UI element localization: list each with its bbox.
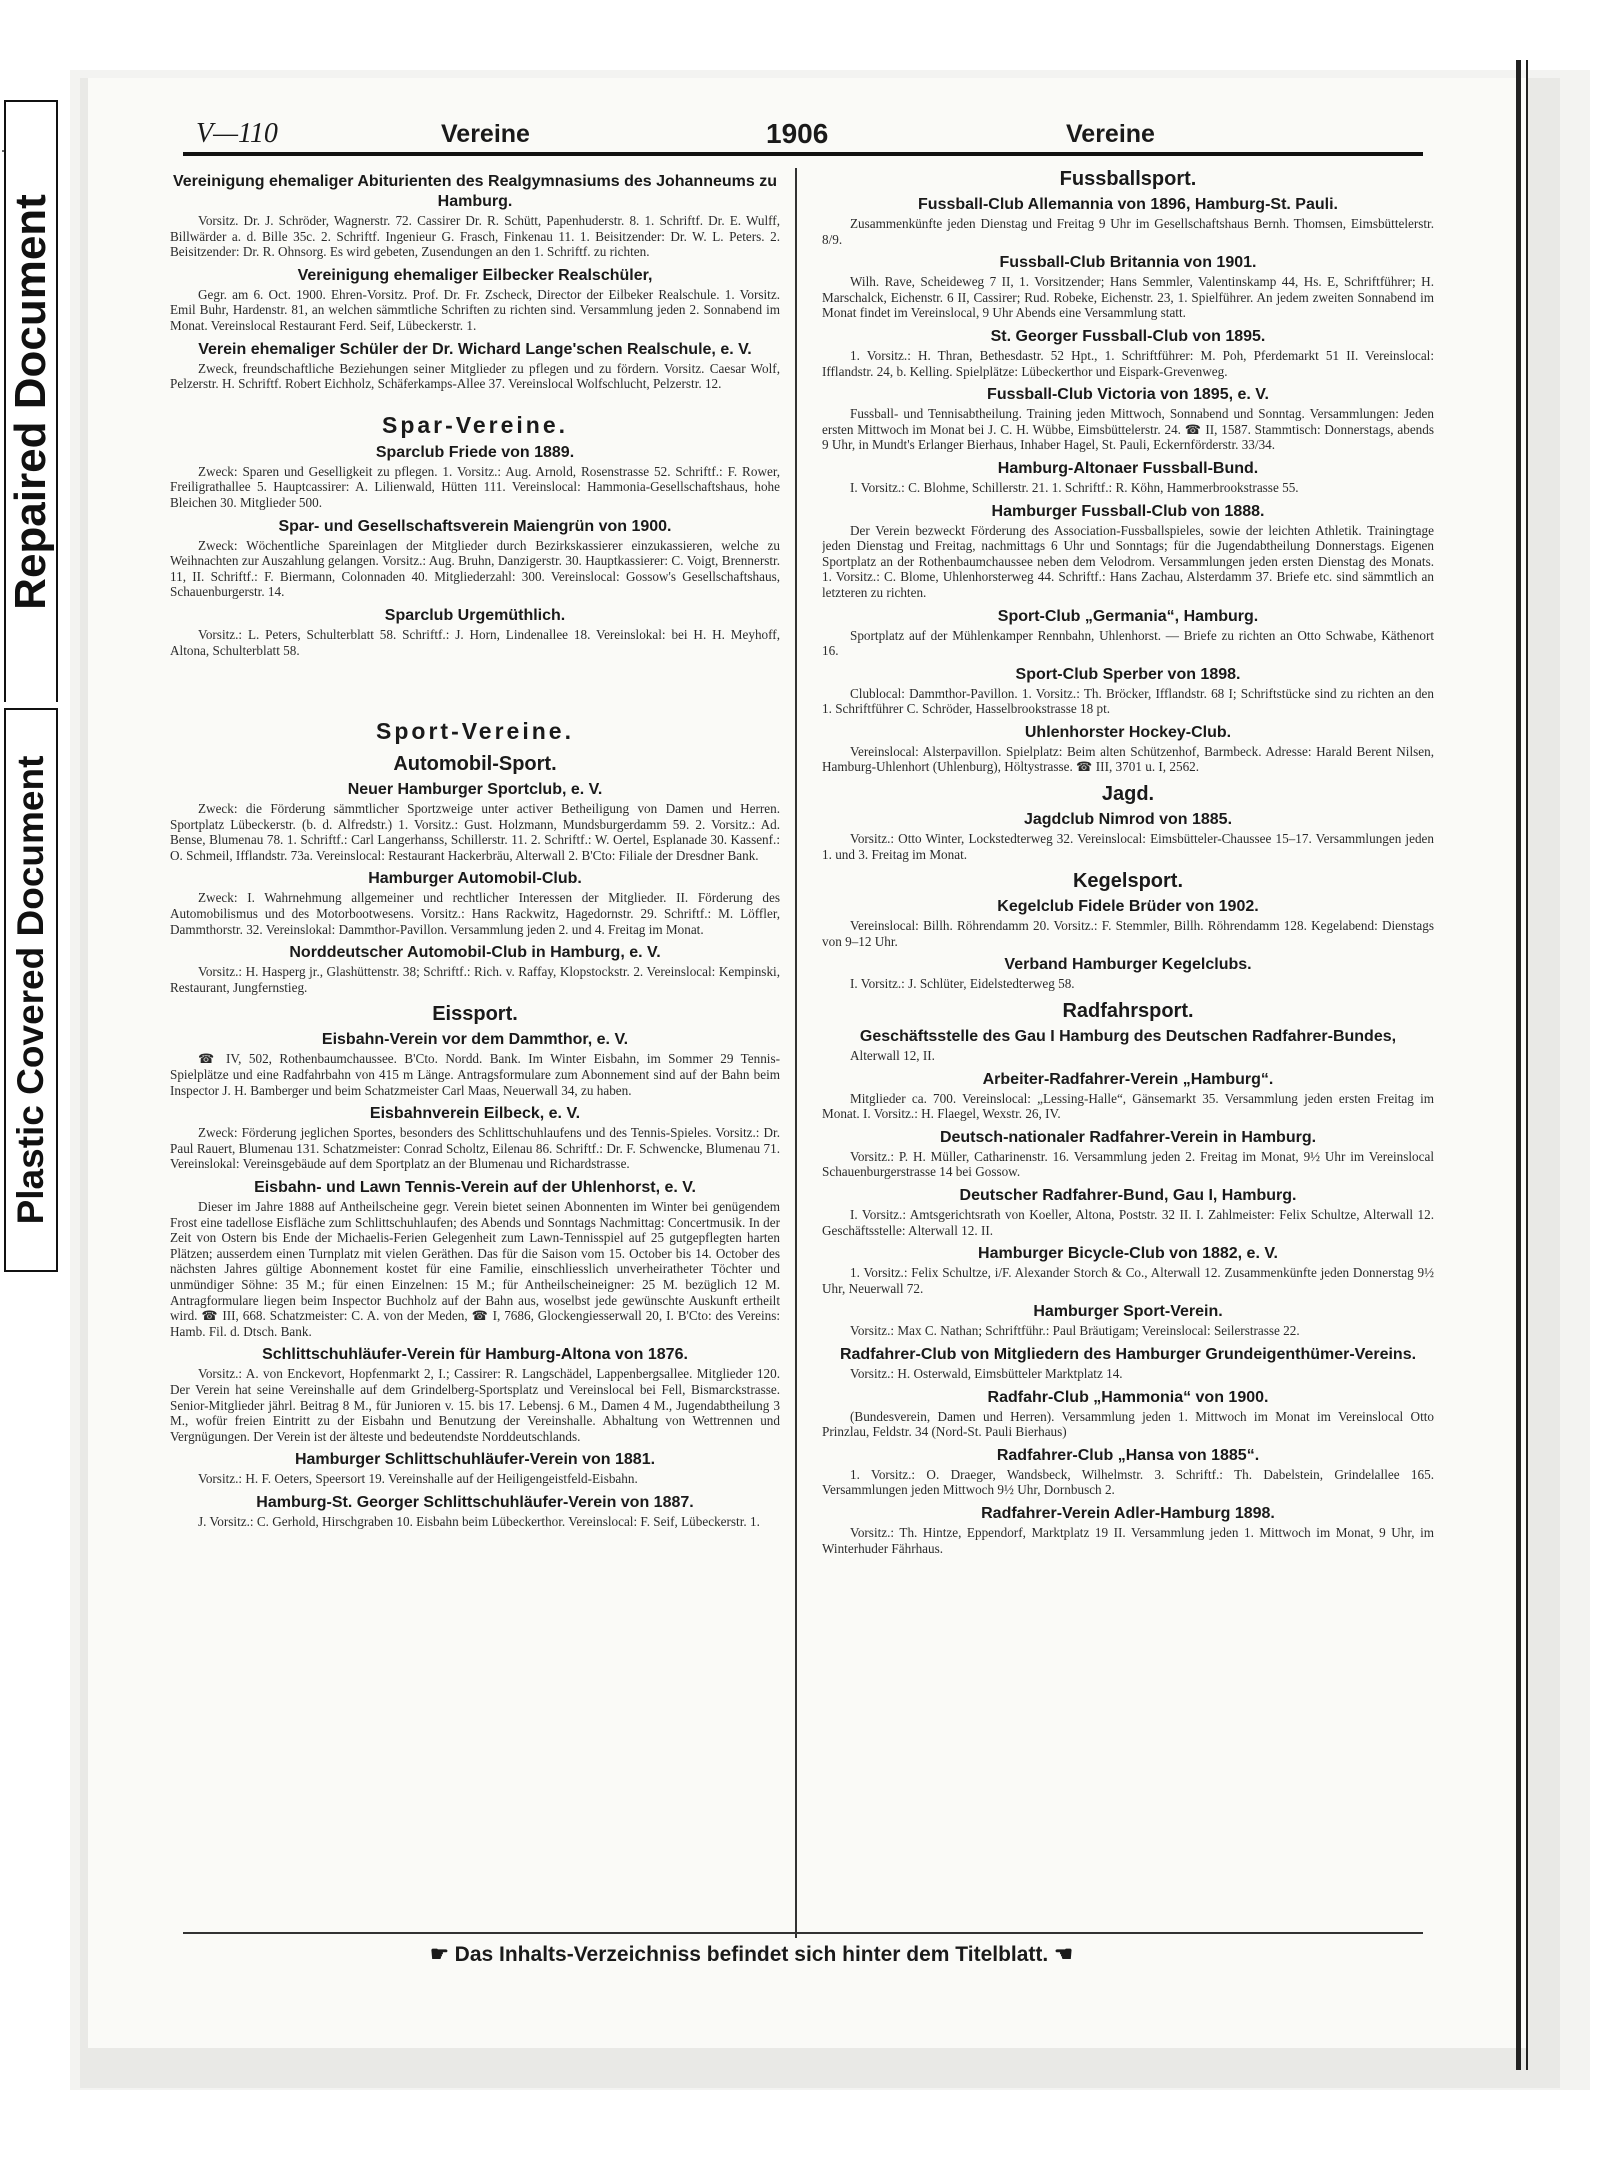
right-column (822, 168, 1434, 1562)
club-description: Alterwall 12, II. (850, 1048, 935, 1064)
club-entry (822, 1244, 1434, 1296)
eissport-section (170, 1030, 780, 1529)
club-entry (170, 606, 780, 658)
club-name: Neuer Hamburger Sportclub, e. V. (347, 781, 603, 799)
club-entry (170, 517, 780, 600)
club-name: Eisbahn- und Lawn Tennis-Verein auf der Uhlenhorst, e. V. (254, 1179, 696, 1196)
club-description: Fussball- und Tennisabtheilung. Training jeden Mittwoch, Sonnabend und Sonntag. Versammlungen: Jeden ersten Mittwoch im Monat bei J. C. H. Wübbe, Eimsbüttelerstr. 24. ☎ II, 1587. Stammtisch: Donnerstags, abends 9 Uhr, in Mundt's Erlanger Bierhaus, Inhaber Hagel, St. Pauli, Eckernförderstr. 33/34. (822, 406, 1434, 453)
club-description: Vorsitz.: Otto Winter, Lockstedterweg 32. Vereinslocal: Eimsbütteler-Chaussee 15–17. Versammlungen jeden 1. und 3. Freitag im Monat. (822, 831, 1434, 862)
club-description: Vorsitz.: H. Hasperg jr., Glashüttenstr. 38; Schriftf.: Rich. v. Raffay, Klopstockstr. 2. Vereinslocal: Kempinski, Restaurant, Jungfernstieg. (170, 964, 780, 995)
club-name: Verein ehemaliger Schüler der Dr. Wichard Lange'schen Realschule, e. V. (198, 340, 752, 358)
club-description: Sportplatz auf der Mühlenkamper Rennbahn, Uhlenhorst. — Briefe zu richten an Otto Schwabe, Käthenort 16. (822, 627, 1434, 659)
radfahrsport-heading: Radfahrsport. (1062, 1000, 1194, 1023)
club-entry (822, 1446, 1434, 1498)
club-description: Vorsitz.: Th. Hintze, Eppendorf, Marktplatz 19 II. Versammlung jeden 1. Mittwoch im Monat, 9 Uhr, im Winterhuder Fährhaus. (822, 1524, 1434, 1556)
club-description: Vorsitz. Dr. J. Schröder, Wagnerstr. 72. Cassirer Dr. R. Schütt, Papenhuderstr. 8. 1. Schriftf. Dr. E. Wulff, Billwärder a. d. Bille 35c. 2. Schriftf. Ingenieur G. Frasch, Finkenau 11. 1. Beisitzender: Dr. W. L. Peters. 2. Beisitzender: Dr. R. Ohnsorg. Es wird gebeten, Zusendungen an den 1. Schriftf. zu richten. (170, 213, 780, 260)
club-description: Vorsitz.: A. von Enckevort, Hopfenmarkt 2, I.; Cassirer: R. Langschädel, Lappenbergsallee. Mitglieder 120. Der Verein hat seine Vereinshalle auf dem Grindelberg-Sportsplatz und Vereinslocal bei Fell, Bismarckstrasse. Senior-Mitglieder jährl. Beitrag 8 M., für Junioren v. 15. bis 17. Lebensj. 6 M., Damen 4 M., Jugendabtheilung 3 M., wofür freien Eintritt zu der Eisbahn und Benutzung der Vereinshalle. Abhaltung von Wettrennen und Vergnügungen. Der Verein ist der älteste und bedeutendste Norddeutschlands. (170, 1366, 780, 1444)
column-divider (795, 168, 797, 1938)
club-entry (822, 1070, 1434, 1122)
club-entry (170, 1104, 780, 1172)
club-description: Clublocal: Dammthor-Pavillon. 1. Vorsitz.: Th. Bröcker, Ifflandstr. 68 I; Schriftstücke sind zu richten an den 1. Schriftführer C. Schröder, Hasselbrookstrasse 18 pt. (822, 685, 1434, 717)
automobil-sport-heading: Automobil-Sport. (393, 753, 557, 776)
club-description: Vereinslocal: Billh. Röhrendamm 20. Vorsitz.: F. Stemmler, Billh. Röhrendamm 128. Kegelabend: Dienstags von 9–12 Uhr. (822, 918, 1434, 949)
club-name: Hamburger Bicycle-Club von 1882, e. V. (978, 1245, 1278, 1263)
club-name: Sparclub Urgemüthlich. (384, 606, 566, 624)
abiturienten-section (170, 172, 780, 392)
club-name: Uhlenhorster Hockey-Club. (1024, 723, 1232, 741)
club-name: St. Georger Fussball-Club von 1895. (990, 327, 1266, 345)
club-entry (170, 1178, 780, 1339)
club-name: Arbeiter-Radfahrer-Verein „Hamburg“. (982, 1070, 1274, 1088)
fussballsport-heading: Fussballsport. (1059, 168, 1197, 190)
plastic-covered-document-tab (4, 708, 58, 1272)
club-name: Geschäftsstelle des Gau I Hamburg des Deutschen Radfahrer-Bundes, (859, 1028, 1397, 1046)
club-description: 1. Vorsitz.: O. Draeger, Wandsbeck, Wilhelmstr. 3. Schriftf.: Th. Dabelstein, Grindelallee 165. Versammlungen jeden Mittwoch 9½ Uhr, Dornbusch 2. (822, 1466, 1434, 1498)
club-name: Deutscher Radfahrer-Bund, Gau I, Hamburg. (959, 1187, 1297, 1204)
left-column (170, 168, 780, 1536)
fussball-section (822, 195, 1434, 775)
club-name: Radfahr-Club „Hammonia“ von 1900. (987, 1388, 1269, 1406)
club-entry (170, 266, 780, 334)
club-description: Vorsitz.: L. Peters, Schulterblatt 58. Schriftf.: J. Horn, Lindenallee 18. Vereinslokal: bei H. H. Meyhoff, Altona, Schulterblatt 58. (170, 626, 780, 658)
club-entry (822, 955, 1434, 992)
section-gap (170, 664, 780, 698)
club-entry (822, 897, 1434, 949)
club-name: Hamburger Schlittschuhläufer-Verein von 1881. (294, 1451, 656, 1469)
club-description: Zweck: die Förderung sämmtlicher Sportzweige unter activer Betheiligung von Damen und Herren. Sportplatz Lübeckerstr. (b. d. Alfredstr.) 1. Vorsitz.: Gust. Holzmann, Mundsburgerdamm 59. 2. Vorsitz.: Ad. Bense, Blumenau 78. 1. Schriftf.: Carl Langerhanss, Schillerstr. 11. 2. Schriftf.: W. Oertel, Esplanade 30. Kassenf.: O. Schmeil, Ifflandstr. 73a. Vereinslocal: Restaurant Hackerbräu, Alterwall 2. B'Cto: Filiale der Dresdner Bank. (170, 801, 780, 863)
club-description: I. Vorsitz.: J. Schlüter, Eidelstedterweg 58. (850, 976, 1075, 992)
plastic-covered-document-label: Plastic Covered Document (10, 755, 51, 1225)
page-number: V—110 (196, 118, 278, 149)
club-entry (822, 1302, 1434, 1339)
club-name: Hamburger Sport-Verein. (1033, 1303, 1223, 1321)
club-entry (822, 502, 1434, 601)
spar-section (170, 443, 780, 658)
club-name: Hamburg-St. Georger Schlittschuhläufer-Verein von 1887. (256, 1493, 694, 1511)
club-description: Zweck: Wöchentliche Spareinlagen der Mitglieder durch Bezirkskassierer einzukassieren, welche zu Weihnachten zur Auszahlung gelangen. Vorsitz.: Aug. Bruhn, Danzigerstr. 30. Hauptkassierer: C. Voigt, Brennerstr. 11, II. Schriftf.: F. Biermann, Colonnaden 40. Mitgliederzahl: 300. Vereinslocal: Gossow's Gesellschaftshaus, Schauenburgerstr. 14. (170, 537, 780, 600)
jagd-section (822, 810, 1434, 862)
club-description: Vorsitz.: H. F. Oeters, Speersort 19. Vereinshalle auf der Heiligengeistfeld-Eisbahn. (198, 1471, 638, 1487)
club-name: Sport-Club Sperber von 1898. (1015, 665, 1241, 683)
club-description: Gegr. am 6. Oct. 1900. Ehren-Vorsitz. Prof. Dr. Fr. Zscheck, Director der Eilbeker Realschule. 1. Vorsitz. Emil Buhr, Hardenstr. 81, an welchen sämmtliche Schriften zu richten sind. Versammlung jeden 2. Sonnabend im Monat. Vereinslocal Restaurant Ferd. Seif, Lübeckerstr. 1. (170, 286, 780, 333)
club-entry (822, 385, 1434, 453)
repaired-document-tab (4, 100, 58, 702)
club-name: Eisbahn-Verein vor dem Dammthor, e. V. (321, 1031, 629, 1049)
club-entry (822, 607, 1434, 659)
club-entry (822, 665, 1434, 717)
club-description: Zweck: I. Wahrnehmung allgemeiner und rechtlicher Interessen der Mitglieder. II. Förderung des Automobilismus und des Motorbootwesens. Vorsitz.: Hans Rackwitz, Hagedornstr. 29. Schriftf.: M. Löffler, Dammthorstr. 32. Vereinslokal: Dammthor-Pavillon. Versammlung jeden 2. und 4. Freitag im Monat. (170, 890, 780, 937)
spar-vereine-heading: Spar-Vereine. (381, 411, 569, 438)
right-border-line (1516, 60, 1521, 2070)
club-description: Zweck, freundschaftliche Beziehungen seiner Mitglieder zu pflegen und zu fördern. Vorsitz. Caesar Wolf, Pelzerstr. H. Schriftf. Robert Eichholz, Schäferkamps-Allee 37. Vereinslocal Wolfschlucht, Pelzerstr. 12. (170, 360, 780, 392)
club-name: Kegelclub Fidele Brüder von 1902. (997, 898, 1259, 916)
club-name: Radfahrer-Verein Adler-Hamburg 1898. (981, 1504, 1275, 1522)
club-name: Vereinigung ehemaliger Eilbecker Realschüler, (297, 266, 653, 284)
club-description: Zusammenkünfte jeden Dienstag und Freitag 9 Uhr im Gesellschaftshaus Bernh. Thomsen, Eimsbüttelerstr. 8/9. (822, 216, 1434, 247)
club-description: Vereinslocal: Alsterpavillon. Spielplatz: Beim alten Schützenhof, Barmbeck. Adresse: Harald Berent Nilsen, Hamburg-Uhlenhort (Uhlenburg), Höltystrasse. ☎ III, 3701 u. I, 2562. (822, 743, 1434, 775)
club-name: Sparclub Friede von 1889. (375, 443, 575, 461)
kegelsport-heading: Kegelsport. (1072, 870, 1184, 893)
club-name: Schlittschuhläufer-Verein für Hamburg-Altona von 1876. (262, 1346, 688, 1364)
club-name: Jagdclub Nimrod von 1885. (1023, 811, 1233, 829)
club-name: Fussball-Club Victoria von 1895, e. V. (987, 386, 1269, 404)
header-right-title: Vereine (1066, 120, 1155, 148)
club-description: Mitglieder ca. 700. Vereinslocal: „Lessing-Halle“, Gänsemarkt 35. Versammlung jeden ersten Freitag im Monat. I. Vorsitz.: H. Flaegel, Wexstr. 26, IV. (822, 1090, 1434, 1122)
club-entry (822, 1345, 1434, 1382)
club-entry (170, 172, 780, 260)
club-description: I. Vorsitz.: Amtsgerichtsrath von Koeller, Altona, Poststr. 32 II. I. Zahlmeister: Felix Schultze, Alterwall 12. Geschäftsstelle: Alterwall 12. II. (822, 1207, 1434, 1238)
club-name: Fussball-Club Allemannia von 1896, Hamburg-St. Pauli. (918, 196, 1338, 213)
club-name: Eisbahnverein Eilbeck, e. V. (369, 1105, 581, 1123)
club-name: Sport-Club „Germania“, Hamburg. (997, 607, 1259, 625)
sport-vereine-heading: Sport-Vereine. (376, 718, 574, 745)
club-entry (170, 1345, 780, 1444)
club-name: Fussball-Club Britannia von 1901. (999, 254, 1257, 272)
club-name: Deutsch-nationaler Radfahrer-Verein in Hamburg. (939, 1128, 1317, 1146)
club-entry (822, 810, 1434, 862)
club-description: I. Vorsitz.: C. Blohme, Schillerstr. 21. 1. Schriftf.: R. Köhn, Hammerbrookstrasse 55. (850, 479, 1299, 495)
club-description: Wilh. Rave, Scheideweg 7 II, 1. Vorsitzender; Hans Semmler, Valentinskamp 44, Hs. E, Schriftführer; H. Marschalck, Eichenstr. 6 II, Cassirer; Rud. Robeke, Eichenstr. 23, 1. Spielführer. An jedem zweiten Sonnabend im Monat findet im Vereinslocal, 9 Uhr Abends eine Versammlung statt. (822, 274, 1434, 321)
club-entry (822, 1027, 1434, 1064)
club-description: Zweck: Sparen und Geselligkeit zu pflegen. 1. Vorsitz.: Aug. Arnold, Rosenstrasse 52. Schriftf.: F. Rower, Freiligrathallee 5. Hauptcassirer: A. Lilienwald, Hütten 111. Vereinslocal: Hammonia-Gesellschaftshaus, hohe Bleichen 30. Mitglieder 500. (170, 463, 780, 510)
club-name: Hamburger Automobil-Club. (368, 870, 582, 888)
club-entry (822, 1186, 1434, 1238)
club-entry (822, 195, 1434, 247)
right-border-line-thin (1526, 60, 1528, 2070)
club-entry (822, 459, 1434, 496)
club-entry (170, 1030, 780, 1098)
club-description: Vorsitz.: H. Osterwald, Eimsbütteler Marktplatz 14. (850, 1365, 1123, 1381)
club-name: Hamburg-Altonaer Fussball-Bund. (997, 459, 1259, 477)
club-description: 1. Vorsitz.: H. Thran, Bethesdastr. 52 Hpt., 1. Schriftführer: M. Poh, Pferdemarkt 51 II. Vereinslocal: Ifflandstr. 24, b. Kelling. Spielplätze: Lübeckerthor und Eispark-Grevenweg. (822, 347, 1434, 379)
club-entry (170, 943, 780, 995)
header-left-title: Vereine (441, 120, 530, 148)
club-description: (Bundesverein, Damen und Herren). Versammlung jeden 1. Mittwoch im Monat im Vereinslocal Otto Prinzlau, Feldstr. 34 (Nord-St. Pauli Bierhaus) (822, 1408, 1434, 1440)
club-description: 1. Vorsitz.: Felix Schultze, i/F. Alexander Storch & Co., Alterwall 12. Zusammenkünfte jeden Donnerstag 9½ Uhr, Neuerwall 72. (822, 1265, 1434, 1296)
automobil-section (170, 780, 780, 995)
bottom-rule (183, 1932, 1423, 1934)
club-description: Vorsitz.: P. H. Müller, Catharinenstr. 16. Versammlung jeden 2. Freitag im Monat, 9½ Uhr im Vereinslocal Schauenburgerstrasse 14 bei Gossow. (822, 1148, 1434, 1180)
club-description: Dieser im Jahre 1888 auf Antheilscheine gegr. Verein bietet seinen Abonnenten im Winter bei genügendem Frost eine tadellose Eisfläche zum Schlittschuhlaufen; des Abends und Sonntags Nachmittag: Concertmusik. In der Zeit von Ostern bis Ende der Michaelis-Ferien Gelegenheit zum Lawn-Tennisspiel auf 25 gutgepflegten harten Plätzen; ausserdem einen Turnplatz mit vielen Geräthen. Das für die Saison vom 15. October bis 14. October des nächsten Jahres gültige Abonnement kostet für eine Familie, einschliesslich unverheiratheter Töchter und unmündiger Söhne: 35 M.; für einen Einzelnen: 15 M.; für Antheilscheineigner: 25 M. bezüglich 12 M. Antragformulare liegen beim Inspector Buchholz auf der Bahn aus, woselbst jede gewünschte Auskunft ertheilt wird. ☎ III, 668. Schatzmeister: C. A. von der Meden, ☎ I, 7686, Glockengiesserwall 20, I. B'Cto: des Vereins: Hamb. Fil. d. Dtsch. Bank. (170, 1199, 780, 1339)
club-entry (822, 253, 1434, 321)
jagd-heading: Jagd. (1101, 783, 1155, 806)
club-name: Hamburger Fussball-Club von 1888. (991, 502, 1265, 520)
club-entry (822, 1504, 1434, 1556)
club-entry (170, 780, 780, 863)
club-name: Verband Hamburger Kegelclubs. (1004, 956, 1252, 974)
club-description: Zweck: Förderung jeglichen Sportes, besonders des Schlittschuhlaufens und des Tennis-Spieles. Vorsitz.: Dr. Paul Rauert, Blumenau 131. Schatzmeister: Conrad Scholtz, Eilenau 86. Schriftf.: Dr. F. Schwencke, Blumenau 71. Vereinslokal: Vereinsgebäude auf dem Sportplatz an der Blumenau und Richardstrasse. (170, 1125, 780, 1172)
club-entry (170, 1450, 780, 1487)
header-rule (183, 152, 1423, 156)
document-side-tab (0, 60, 58, 1300)
repaired-document-label: Repaired Document (6, 194, 55, 610)
club-name: Spar- und Gesellschaftsverein Maiengrün von 1900. (278, 517, 672, 535)
club-description: J. Vorsitz.: C. Gerhold, Hirschgraben 10. Eisbahn beim Lübeckerthor. Vereinslocal: F. Seif, Lübeckerstr. 1. (198, 1513, 760, 1529)
club-description: ☎ IV, 502, Rothenbaumchaussee. B'Cto. Nordd. Bank. Im Winter Eisbahn, im Sommer 29 Tennis-Spielplätze und eine Radfahrbahn von 415 m Länge. Antragsformulare zum Abonnement sind auf der Bahn beim Inspector J. H. Bamberger und beim Schatzmeister Carl Maas, Neuerwall 34, zu haben. (170, 1051, 780, 1098)
club-entry (170, 340, 780, 392)
club-name: Vereinigung ehemaliger Abiturienten des Realgymnasiums des Johanneums zu Hamburg. (172, 173, 777, 210)
club-description: Vorsitz.: Max C. Nathan; Schriftführ.: Paul Bräutigam; Vereinslocal: Seilerstrasse 22. (850, 1323, 1300, 1339)
club-entry (822, 327, 1434, 379)
header-year: 1906 (766, 118, 829, 149)
club-description: Der Verein bezweckt Förderung des Association-Fussballspieles, sowie der leichten Athletik. Trainingtage jeden Dienstag und Freitag, nachmittags 6 Uhr und Sonntags; für die Jugendabtheilung Donnerstags. Eigenen Sportplatz an der Rothenbaumchaussee neben dem Velodrom. Versammlungen jeden ersten Dienstag des Monats. 1. Vorsitz.: C. Blome, Uhlenhorsterweg 44. Schriftf.: Hans Zachau, Alsterdamm 37. Briefe etc. sind sämmtlich an letzteren zu richten. (822, 522, 1434, 600)
club-name: Norddeutscher Automobil-Club in Hamburg, e. V. (289, 944, 661, 962)
club-name: Radfahrer-Club „Hansa von 1885“. (996, 1446, 1260, 1464)
club-entry (822, 723, 1434, 775)
club-entry (170, 1493, 780, 1530)
radfahr-section (822, 1027, 1434, 1556)
club-entry (170, 443, 780, 511)
footer-note: ☛ Das Inhalts-Verzeichniss befindet sich hinter dem Titelblatt. ☚ (430, 1943, 1073, 1966)
club-name: Radfahrer-Club von Mitgliedern des Hamburger Grundeigenthümer-Vereins. (839, 1345, 1417, 1363)
club-entry (822, 1128, 1434, 1180)
club-entry (170, 869, 780, 937)
kegel-section (822, 897, 1434, 992)
eissport-heading: Eissport. (432, 1003, 518, 1026)
club-entry (822, 1388, 1434, 1440)
